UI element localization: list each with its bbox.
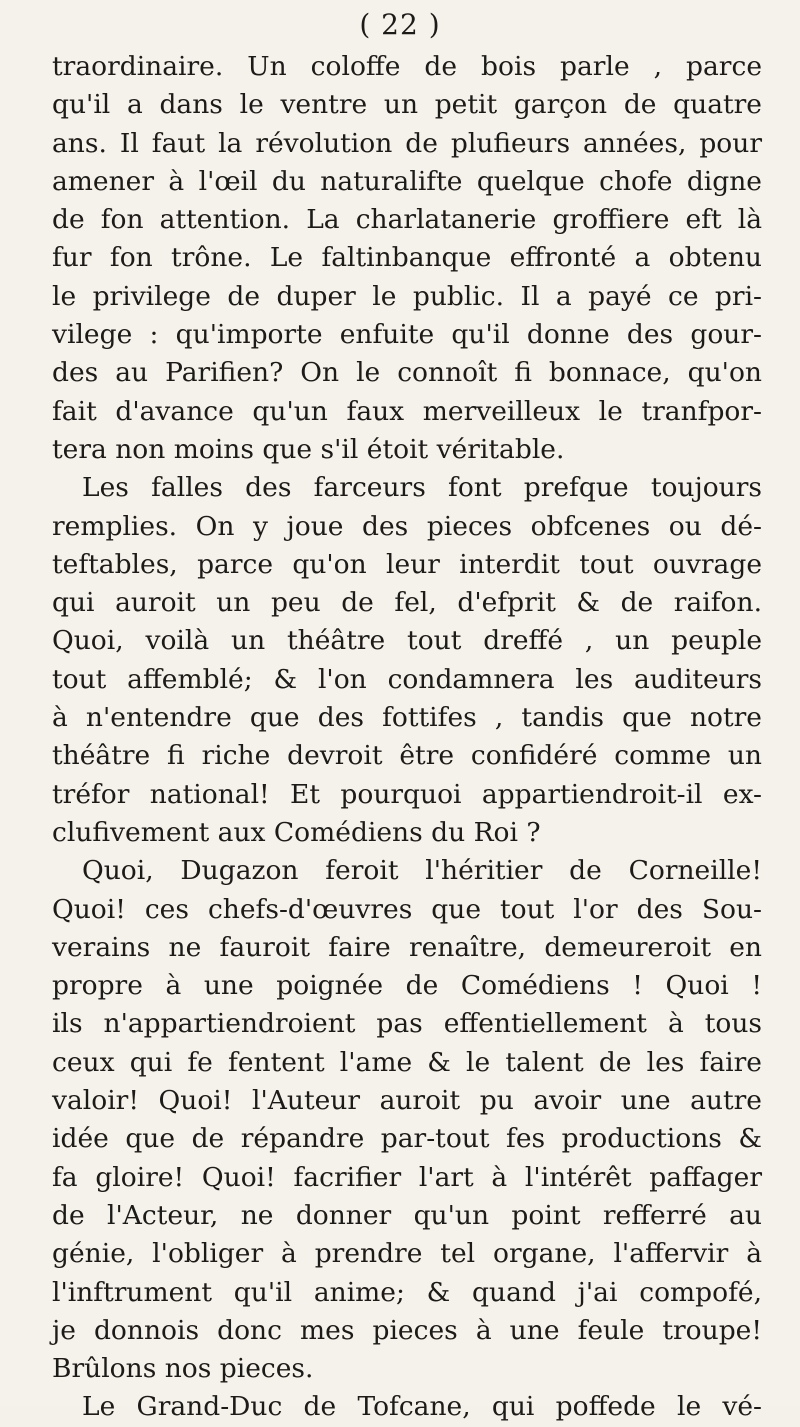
text-line: à n'entendre que des fottifes , tandis que notre — [52, 702, 762, 734]
text-line: des au Parifien? On le connoît fi bonnace, qu'on — [52, 357, 762, 389]
text-line: Le Grand-Duc de Tofcane, qui poffede le vé- — [82, 1391, 762, 1423]
page-number: ( 22 ) — [359, 8, 441, 41]
text-line: tréfor national! Et pourquoi appartiendroit-il ex- — [52, 778, 762, 810]
text-line: Les falles des farceurs font prefque toujours — [82, 472, 762, 504]
text-line: de fon attention. La charlatanerie groffiere eft là — [52, 204, 762, 236]
text-line: ils n'appartiendroient pas effentiellement à tous — [52, 1008, 762, 1040]
text-line: Brûlons nos pieces. — [52, 1353, 314, 1385]
text-line: fur fon trône. Le faltinbanque effronté a obtenu — [52, 242, 762, 274]
text-line: idée que de répandre par-tout fes productions & — [52, 1123, 762, 1155]
text-line: je donnois donc mes pieces à une feule troupe! — [52, 1314, 762, 1346]
text-line: ceux qui fe fentent l'ame & le talent de les faire — [52, 1046, 762, 1078]
text-line: tout affemblé; & l'on condamnera les auditeurs — [52, 663, 762, 695]
text-line: de l'Acteur, ne donner qu'un point refferré au — [52, 1199, 762, 1231]
text-line: fa gloire! Quoi! facrifier l'art à l'intérêt paffager — [52, 1161, 762, 1193]
text-line: clufivement aux Comédiens du Roi ? — [52, 816, 541, 848]
text-line: amener à l'œil du naturalifte quelque chofe digne — [52, 165, 762, 197]
text-line: valoir! Quoi! l'Auteur auroit pu avoir une autre — [52, 1085, 762, 1117]
text-line: le privilege de duper le public. Il a payé ce pri- — [52, 280, 762, 312]
text-line: fait d'avance qu'un faux merveilleux le tranfpor- — [52, 395, 762, 427]
body-text — [52, 48, 762, 1427]
text-line: ans. Il faut la révolution de plufieurs années, pour — [52, 127, 762, 159]
text-line: génie, l'obliger à prendre tel organe, l'affervir à — [52, 1238, 762, 1270]
text-line: remplies. On y joue des pieces obfcenes ou dé- — [52, 510, 762, 542]
text-line: propre à une poignée de Comédiens ! Quoi ! — [52, 970, 762, 1002]
text-line: théâtre fi riche devroit être confidéré comme un — [52, 740, 762, 772]
text-line: traordinaire. Un coloffe de bois parle , parce — [52, 51, 762, 82]
text-line: Quoi! ces chefs-d'œuvres que tout l'or des Sou- — [52, 893, 762, 925]
text-line: vilege : qu'importe enfuite qu'il donne des gour- — [52, 319, 762, 351]
text-line: verains ne fauroit faire renaître, demeureroit en — [52, 931, 762, 963]
text-line: Quoi, Dugazon feroit l'héritier de Corneille! — [82, 855, 762, 887]
text-line: qui auroit un peu de fel, d'efprit & de raifon. — [52, 587, 762, 619]
text-line: tera non moins que s'il étoit véritable. — [52, 433, 565, 465]
text-line: Quoi, voilà un théâtre tout dreffé , un peuple — [52, 625, 762, 657]
text-line: teftables, parce qu'on leur interdit tout ouvrage — [52, 548, 762, 580]
text-line: qu'il a dans le ventre un petit garçon de quatre — [52, 89, 762, 121]
text-line: l'inftrument qu'il anime; & quand j'ai compofé, — [52, 1276, 762, 1308]
